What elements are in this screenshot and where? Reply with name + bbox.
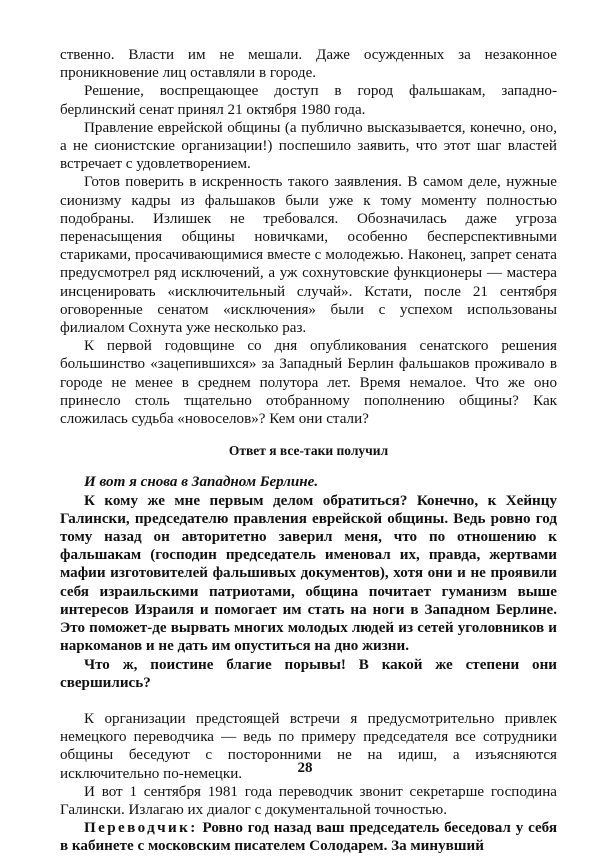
- document-page: [60, 46, 557, 856]
- paragraph-5: К первой годовщине со дня опубликования сенатского решения большинство «зацепившихся» за Западный Берлин фальшаков проживало в городе не менее в среднем полутора лет. Время немалое. Что же оно принесло столь тщательно отобранному пополнению общины? Как сложилась судьба «новоселов»? Кем они стали?: [60, 338, 557, 428]
- paragraph-6: И вот я снова в Западном Берлине.: [84, 474, 319, 491]
- paragraph-7: К кому же мне первым делом обратиться? Конечно, к Хейнцу Галински, председателю правления еврейской общины. Ведь ровно год тому назад он авторитетно заверил меня, что по отношению к фальшакам (господин председатель именовал их, правда, жертвами мафии изготовителей фальшивых документов), хотя они и не проявили себя израильскими патриотами, община почитает гуманизм выше интересов Израиля и помогает им стать на ноги в Западном Берлине. Это поможет-де вырвать многих молодых людей из сетей уголовников и наркоманов и не дать им опуститься на дно жизни.: [60, 492, 557, 655]
- page-number: 28: [297, 760, 313, 776]
- paragraph-10: И вот 1 сентября 1981 года переводчик звонит секретарше господина Галински. Излагаю их диалог с документальной точностью.: [60, 783, 557, 818]
- paragraph-8: Что ж, поистине благие порывы! В какой же степени они свершились?: [60, 656, 557, 691]
- paragraph-gap: [60, 692, 557, 710]
- section-heading: Ответ я все-таки получил: [228, 443, 389, 459]
- paragraph-11: [60, 819, 557, 855]
- paragraph-2: Решение, воспрещающее доступ в город фальшакам, западно-берлинский сенат принял 21 октября 1980 года.: [60, 83, 557, 118]
- speaker-text: Ровно год назад ваш председатель беседовал у себя в кабинете с московским писателем Солодарем. За минувший: [60, 820, 557, 855]
- paragraph-1: ственно. Власти им не мешали. Даже осужденных за незаконное проникновение лиц оставляли в городе.: [60, 47, 557, 82]
- speaker-label: Переводчик:: [84, 820, 198, 837]
- paragraph-3: Правление еврейской общины (а публично высказывается, конечно, оно, а не сионистские организации!) поспешило заявить, что этот шаг властей встречает с удовлетворением.: [60, 119, 557, 173]
- paragraph-9: К организации предстоящей встречи я предусмотрительно привлек немецкого переводчика — ведь по примеру председателя все сотрудники общины беседуют с посторонними не на идиш, а изъясняются исключительно по-немецки.: [60, 710, 557, 782]
- paragraph-4: Готов поверить в искренность такого заявления. В самом деле, нужные сионизму кадры из фальшаков были уже к тому моменту полностью подобраны. Излишек не требовался. Обозначилась даже угроза перенасыщения общины новичками, особенно бесперспективными стариками, просачивающимися вместе с молодежью. Наконец, запрет сената предусмотрел ряд исключений, а уж сохнутовские функционеры — мастера инсценировать «исключительный случай». Кстати, после 21 сентября оговоренные сенатом «исключения» были с успехом использованы филиалом Сохнута уже несколько раз.: [60, 174, 557, 337]
